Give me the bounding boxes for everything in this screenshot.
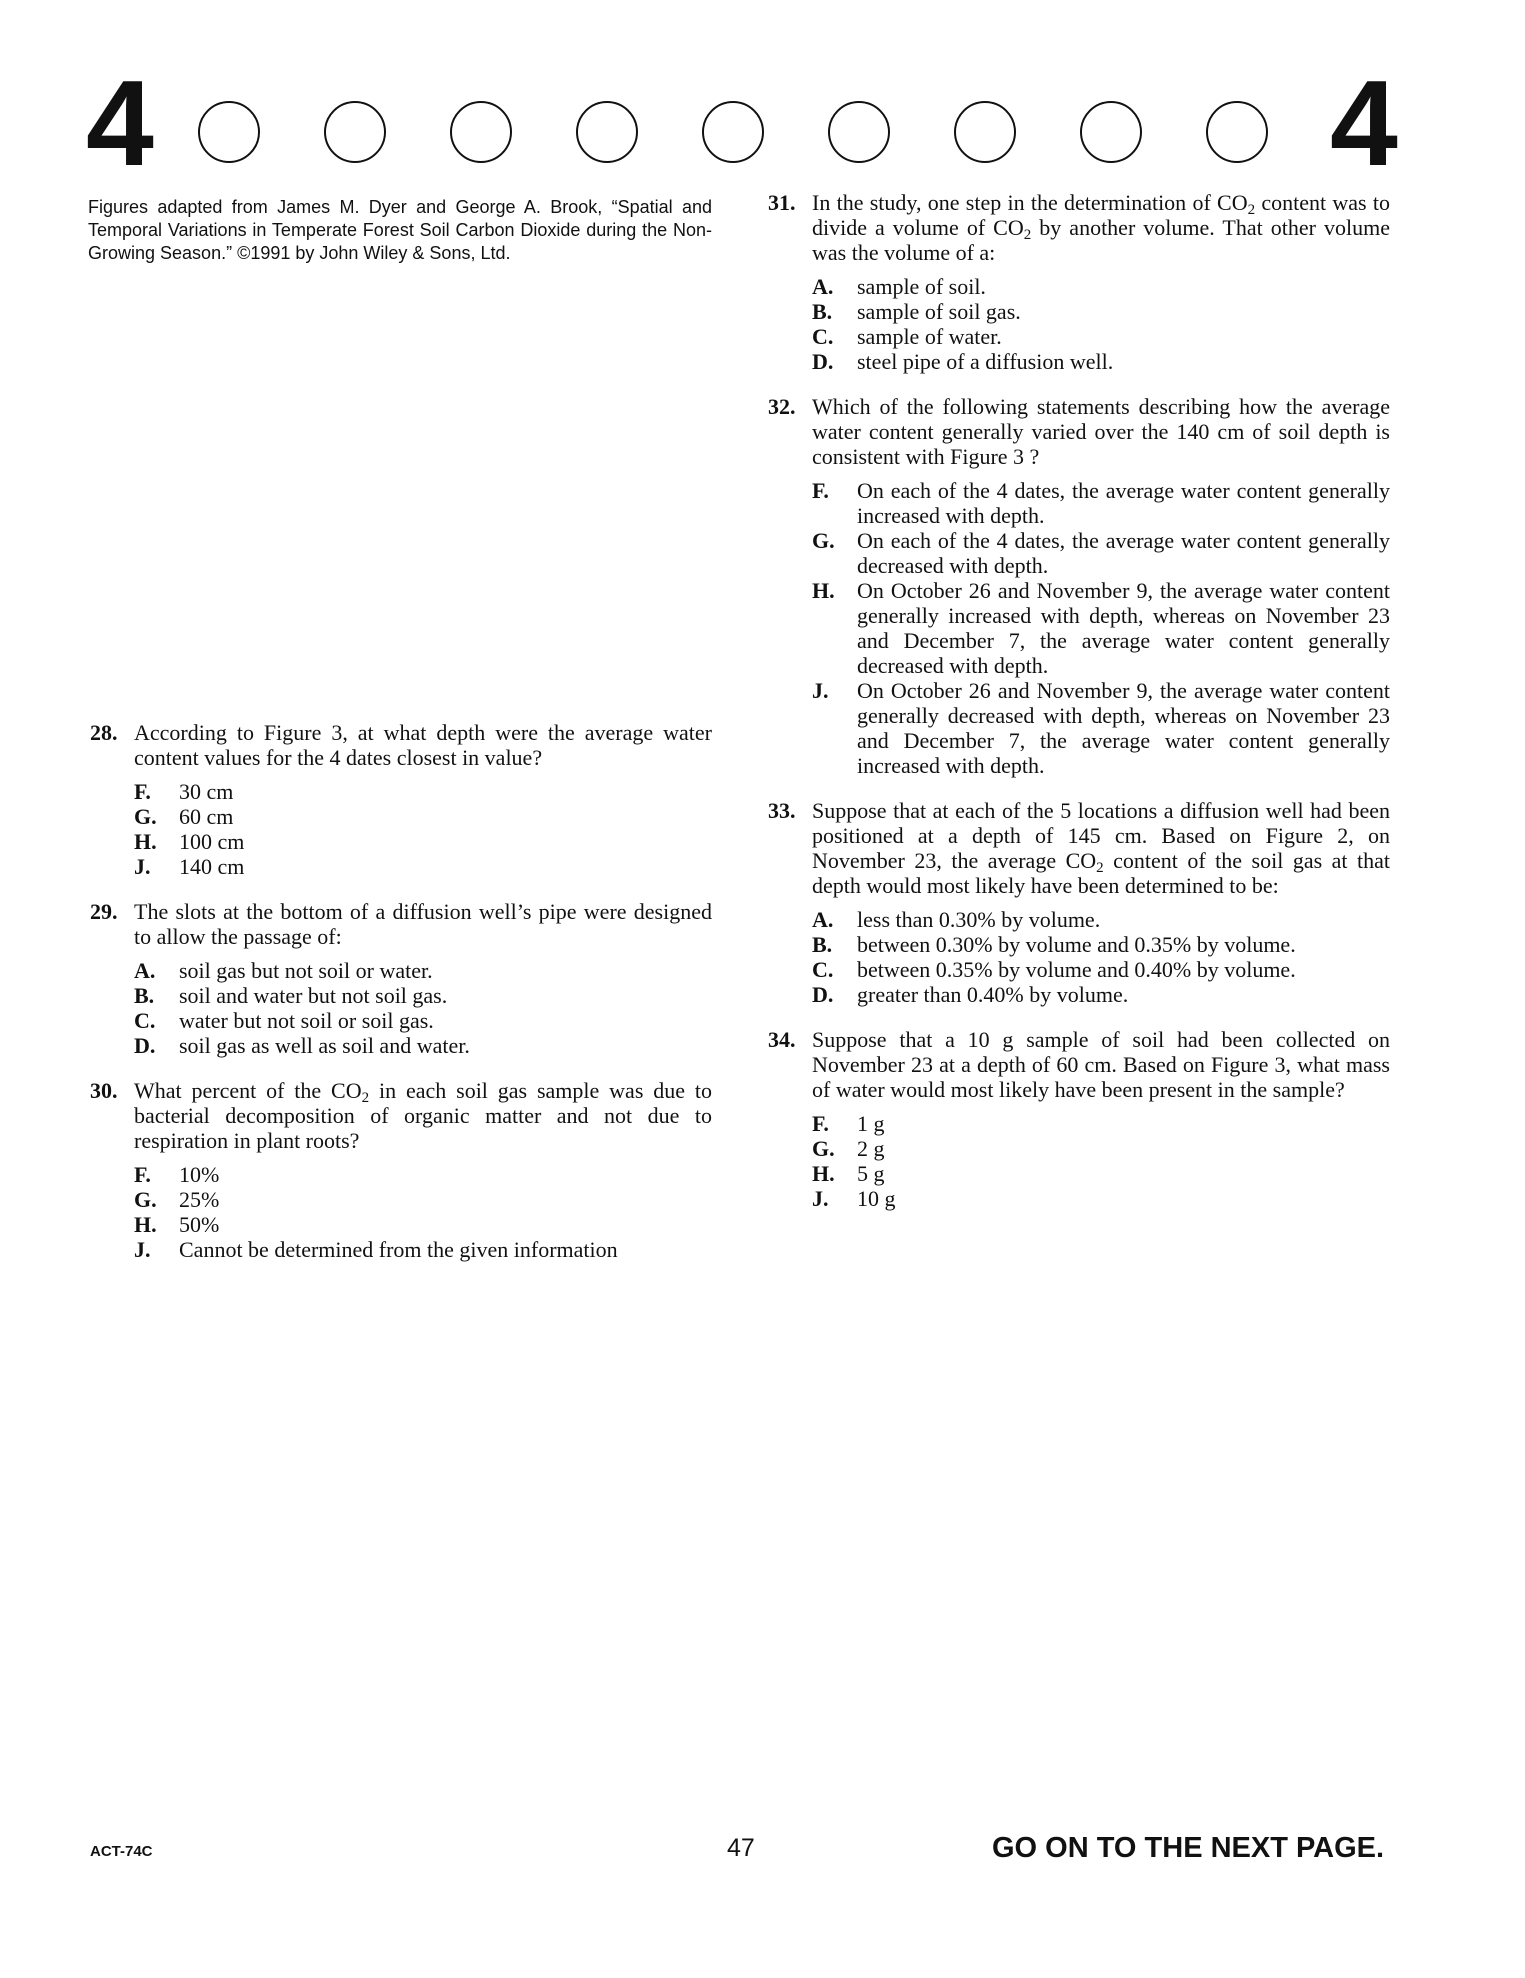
footer-form-code: ACT-74C [90, 1843, 153, 1860]
option-letter: F. [134, 1162, 151, 1187]
option-text: 140 cm [179, 854, 245, 879]
option-text: between 0.30% by volume and 0.35% by volume. [857, 932, 1296, 957]
option-letter: D. [134, 1033, 156, 1058]
answer-options [812, 274, 1390, 374]
question-text: According to Figure 3, at what depth were the average water content values for the 4 dates closest in value? [134, 720, 712, 770]
answer-option[interactable] [812, 349, 1390, 374]
question-text: The slots at the bottom of a diffusion well’s pipe were designed to allow the passage of: [134, 899, 712, 949]
option-letter: F. [812, 478, 829, 503]
answer-option[interactable] [812, 907, 1390, 932]
option-text: sample of soil gas. [857, 299, 1021, 324]
answer-option[interactable] [134, 1008, 712, 1033]
question-text: What percent of the $CO_2$ in each soil gas sample was due to bacterial decomposition of organic matter and not due to respiration in plant roots? [134, 1078, 712, 1153]
answer-option[interactable] [812, 299, 1390, 324]
answer-option[interactable] [134, 1237, 712, 1262]
option-letter: G. [134, 1187, 157, 1212]
answer-option[interactable] [134, 1162, 712, 1187]
question-number: 32. [768, 394, 796, 419]
question-number: 29. [90, 899, 118, 924]
next-page-instruction: GO ON TO THE NEXT PAGE. [992, 1832, 1385, 1864]
option-text: 2 g [857, 1136, 885, 1161]
question-number: 28. [90, 720, 118, 745]
question-number: 34. [768, 1027, 796, 1052]
option-text: On each of the 4 dates, the average water content generally increased with depth. [857, 478, 1390, 528]
option-letter: H. [134, 829, 157, 854]
answer-option[interactable] [812, 678, 1390, 778]
option-text: 50% [179, 1212, 220, 1237]
question-text: Which of the following statements describing how the average water content generally varied over the 140 cm of soil depth is consistent with Figure 3 ? [812, 394, 1390, 469]
option-text: 25% [179, 1187, 220, 1212]
answer-option[interactable] [812, 274, 1390, 299]
section-header [0, 0, 1525, 191]
option-letter: A. [812, 274, 834, 299]
question-31 [768, 190, 1390, 374]
option-text: 10 g [857, 1186, 896, 1211]
option-text: less than 0.30% by volume. [857, 907, 1101, 932]
option-letter: B. [812, 299, 833, 324]
header-circle [702, 101, 764, 163]
header-circle [198, 101, 260, 163]
option-text: greater than 0.40% by volume. [857, 982, 1129, 1007]
option-text: 60 cm [179, 804, 234, 829]
header-circle [954, 101, 1016, 163]
answer-option[interactable] [812, 478, 1390, 528]
question-28 [90, 720, 712, 879]
answer-option[interactable] [134, 829, 712, 854]
header-circle [576, 101, 638, 163]
answer-option[interactable] [134, 1033, 712, 1058]
option-text: 10% [179, 1162, 220, 1187]
answer-options [812, 1111, 1390, 1211]
option-letter: A. [812, 907, 834, 932]
answer-options [134, 779, 712, 879]
option-text: 1 g [857, 1111, 885, 1136]
question-number: 31. [768, 190, 796, 215]
question-text: Suppose that at each of the 5 locations a diffusion well had been positioned at a depth of 145 cm. Based on Figure 2, on November 23, the average $CO_2$ content of the soil gas at that depth would most likely have been determined to be: [812, 798, 1390, 898]
question-34 [768, 1027, 1390, 1211]
option-text: 30 cm [179, 779, 234, 804]
header-circle [828, 101, 890, 163]
answer-option[interactable] [812, 982, 1390, 1007]
option-text: Cannot be determined from the given information [179, 1237, 618, 1262]
option-text: between 0.35% by volume and 0.40% by volume. [857, 957, 1296, 982]
answer-option[interactable] [134, 804, 712, 829]
question-32 [768, 394, 1390, 778]
question-29 [90, 899, 712, 1058]
answer-option[interactable] [812, 324, 1390, 349]
question-number: 30. [90, 1078, 118, 1103]
answer-option[interactable] [134, 958, 712, 983]
answer-option[interactable] [134, 779, 712, 804]
option-letter: C. [134, 1008, 156, 1033]
answer-option[interactable] [812, 528, 1390, 578]
answer-option[interactable] [812, 957, 1390, 982]
option-letter: C. [812, 957, 834, 982]
option-letter: H. [812, 1161, 835, 1186]
header-circle-row [198, 101, 1268, 163]
answer-option[interactable] [812, 932, 1390, 957]
option-text: 5 g [857, 1161, 885, 1186]
option-letter: B. [812, 932, 833, 957]
answer-option[interactable] [812, 1161, 1390, 1186]
answer-options [134, 958, 712, 1058]
page-number: 47 [727, 1834, 755, 1862]
answer-option[interactable] [134, 854, 712, 879]
header-circle [1080, 101, 1142, 163]
option-letter: H. [134, 1212, 157, 1237]
question-30 [90, 1078, 712, 1262]
question-number: 33. [768, 798, 796, 823]
option-letter: H. [812, 578, 835, 603]
option-text: On each of the 4 dates, the average water content generally decreased with depth. [857, 528, 1390, 578]
answer-options [812, 478, 1390, 778]
option-letter: J. [134, 1237, 151, 1262]
option-text: soil gas as well as soil and water. [179, 1033, 470, 1058]
option-text: soil and water but not soil gas. [179, 983, 448, 1008]
question-text: Suppose that a 10 g sample of soil had been collected on November 23 at a depth of 60 cm. Based on Figure 3, what mass of water would most likely have been present in the sample? [812, 1027, 1390, 1102]
option-letter: A. [134, 958, 156, 983]
option-letter: F. [812, 1111, 829, 1136]
option-text: On October 26 and November 9, the average water content generally increased with depth, whereas on November 23 and December 7, the average water content generally decreased with depth. [857, 578, 1390, 678]
option-letter: G. [134, 804, 157, 829]
option-text: On October 26 and November 9, the average water content generally decreased with depth, whereas on November 23 and December 7, the average water content generally increased with depth. [857, 678, 1390, 778]
header-circle [324, 101, 386, 163]
answer-option[interactable] [134, 1187, 712, 1212]
option-text: sample of soil. [857, 274, 986, 299]
option-letter: G. [812, 1136, 835, 1161]
option-text: steel pipe of a diffusion well. [857, 349, 1114, 374]
option-letter: J. [812, 1186, 829, 1211]
left-column [90, 720, 712, 1282]
section-number-right: 4 [1330, 55, 1398, 191]
right-column [768, 190, 1390, 1231]
question-text: In the study, one step in the determination of $CO_2$ content was to divide a volume of $CO_2$ by another volume. That other volume was the volume of a: [812, 190, 1390, 265]
option-letter: G. [812, 528, 835, 553]
figure-credit: Figures adapted from James M. Dyer and George A. Brook, “Spatial and Temporal Variations in Temperate Forest Soil Carbon Dioxide during the Non-Growing Season.” ©1991 by John Wiley & Sons, Ltd. [88, 197, 712, 263]
option-letter: B. [134, 983, 155, 1008]
section-number-left: 4 [86, 55, 154, 191]
header-circle [1206, 101, 1268, 163]
answer-option[interactable] [812, 1186, 1390, 1211]
answer-options [134, 1162, 712, 1262]
option-letter: J. [134, 854, 151, 879]
option-letter: D. [812, 982, 834, 1007]
option-letter: F. [134, 779, 151, 804]
option-text: water but not soil or soil gas. [179, 1008, 434, 1033]
option-text: soil gas but not soil or water. [179, 958, 433, 983]
question-33 [768, 798, 1390, 1007]
option-text: sample of water. [857, 324, 1002, 349]
option-letter: C. [812, 324, 834, 349]
header-circle [450, 101, 512, 163]
answer-option[interactable] [812, 1136, 1390, 1161]
option-letter: J. [812, 678, 829, 703]
answer-option[interactable] [812, 1111, 1390, 1136]
answer-option[interactable] [812, 578, 1390, 678]
answer-option[interactable] [134, 1212, 712, 1237]
option-text: 100 cm [179, 829, 245, 854]
answer-option[interactable] [134, 983, 712, 1008]
option-letter: D. [812, 349, 834, 374]
answer-options [812, 907, 1390, 1007]
